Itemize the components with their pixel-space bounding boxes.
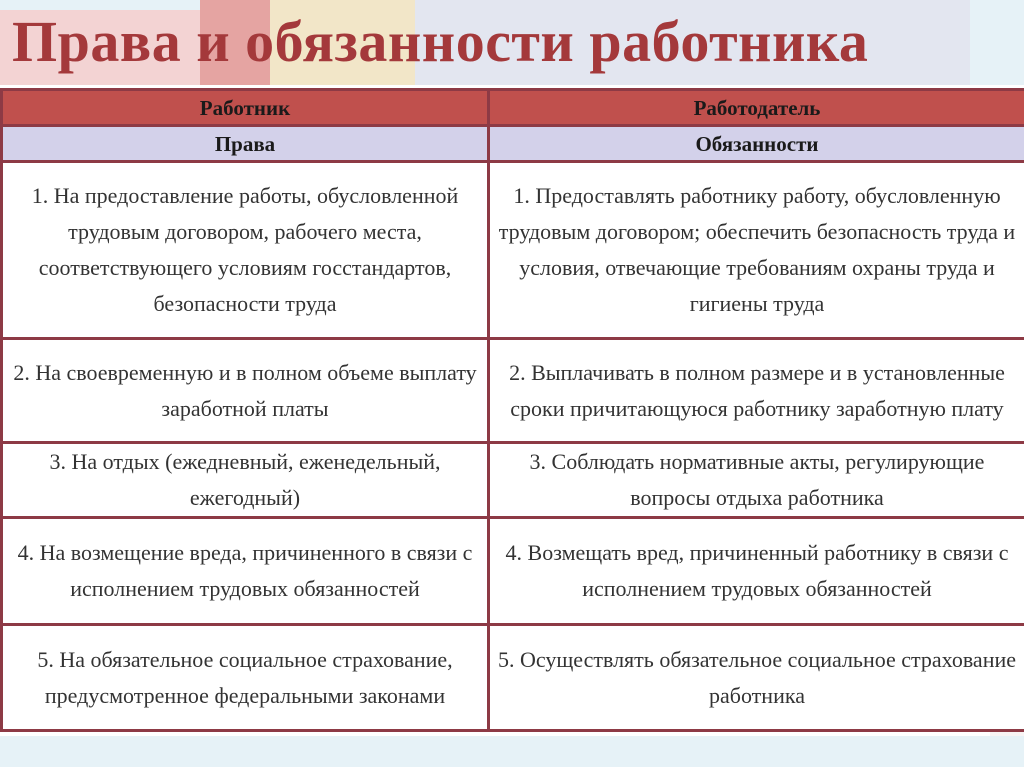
table-row — [2, 162, 1024, 339]
employer-duty-cell: 2. Выплачивать в полном размере и в установленные сроки причитающуюся работнику заработную плату — [489, 339, 1024, 443]
table-header-row — [2, 90, 1024, 126]
employee-right-cell: 2. На своевременную и в полном объеме выплату заработной платы — [2, 339, 489, 443]
table-subheader-row — [2, 126, 1024, 162]
employee-right-cell: 3. На отдых (ежедневный, еженедельный, ежегодный) — [2, 443, 489, 518]
subheader-rights: Права — [2, 126, 489, 162]
employer-duty-cell: 4. Возмещать вред, причиненный работнику в связи с исполнением трудовых обязанностей — [489, 518, 1024, 625]
header-employee: Работник — [2, 90, 489, 126]
footer-decoration-strip — [0, 736, 1024, 767]
header-employer: Работодатель — [489, 90, 1024, 126]
employer-duty-cell: 3. Соблюдать нормативные акты, регулирующие вопросы отдыха работника — [489, 443, 1024, 518]
table-row — [2, 339, 1024, 443]
employer-duty-cell: 5. Осуществлять обязательное социальное страхование работника — [489, 625, 1024, 731]
employer-duty-cell: 1. Предоставлять работнику работу, обусловленную трудовым договором; обеспечить безопасность труда и условия, отвечающие требованиям охраны труда и гигиены труда — [489, 162, 1024, 339]
page-title: Права и обязанности работника — [12, 9, 869, 74]
employee-right-cell: 1. На предоставление работы, обусловленной трудовым договором, рабочего места, соответствующего условиям госстандартов, безопасности труда — [2, 162, 489, 339]
table-row — [2, 443, 1024, 518]
table-row — [2, 625, 1024, 731]
subheader-duties: Обязанности — [489, 126, 1024, 162]
header-decoration-block — [970, 0, 1024, 85]
rights-duties-table — [0, 88, 1024, 732]
employee-right-cell: 5. На обязательное социальное страхование, предусмотренное федеральными законами — [2, 625, 489, 731]
employee-right-cell: 4. На возмещение вреда, причиненного в связи с исполнением трудовых обязанностей — [2, 518, 489, 625]
table-row — [2, 518, 1024, 625]
